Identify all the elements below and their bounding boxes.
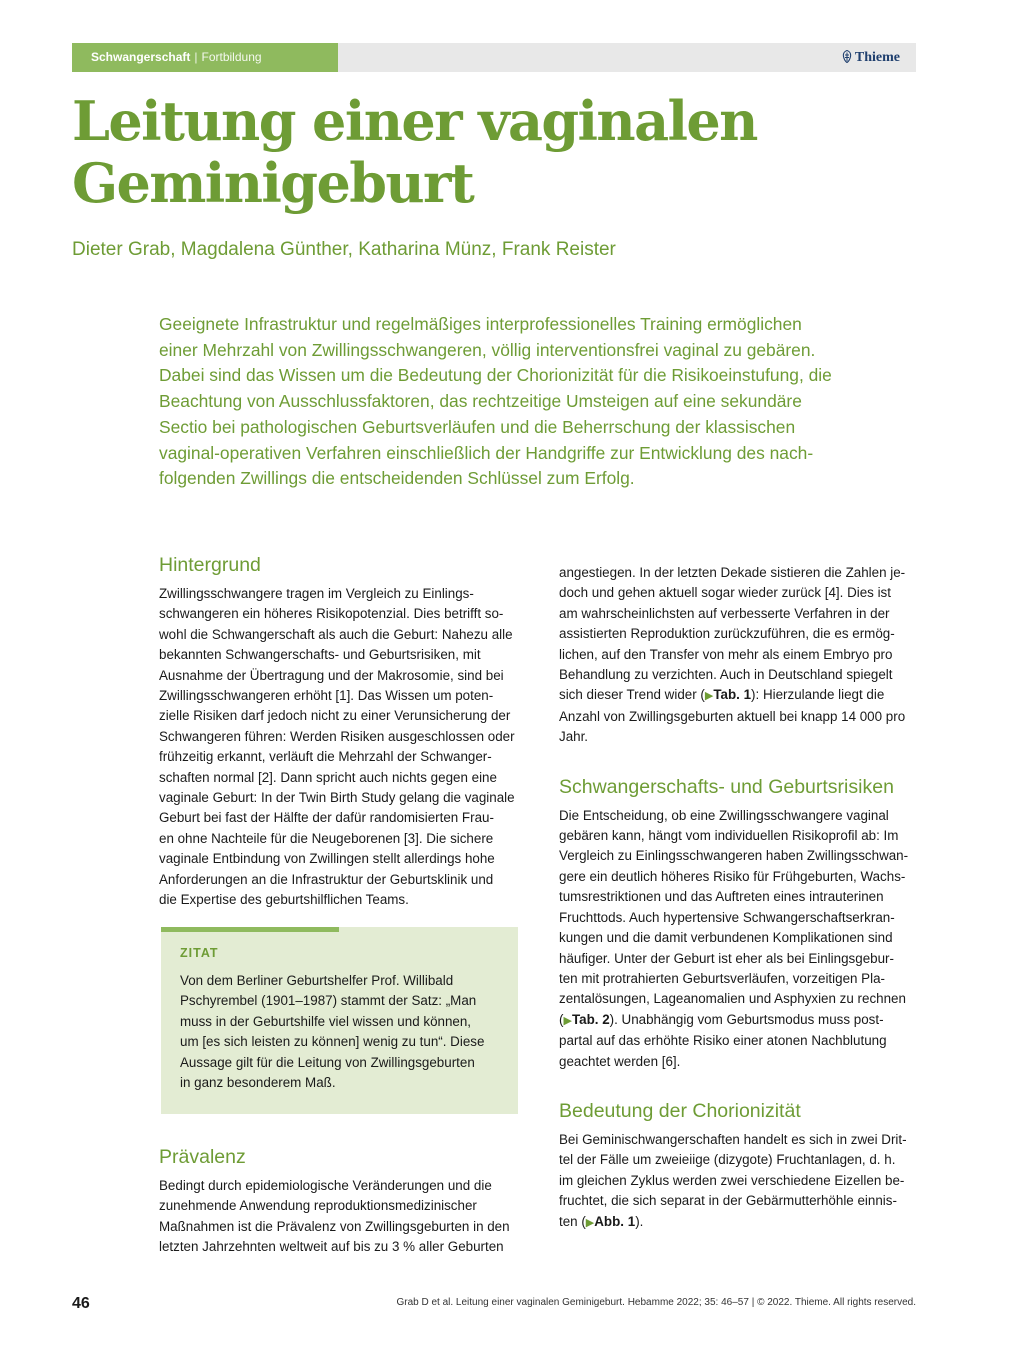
text-line: Ausnahme der Übertragung und der Makrosomie, sind bei xyxy=(159,667,504,683)
abstract-line: einer Mehrzahl von Zwillingsschwangeren, völlig interventionsfrei vaginal zu gebären. xyxy=(159,339,816,360)
thieme-emblem-icon xyxy=(842,50,852,63)
text-line: zentalösungen, Lageanomalien und Asphyxien zu rechnen xyxy=(559,991,906,1007)
text-line: Die Entscheidung, ob eine Zwillingsschwangere vaginal xyxy=(559,807,889,823)
text-line: Vergleich zu Einlingsschwangeren haben Zwillingsschwan- xyxy=(559,848,909,864)
abstract-line: vaginal-operativen Verfahren einschließlich der Handgriffe zur Entwicklung des nach- xyxy=(159,442,814,463)
text-line: frühzeitig erkannt, verläuft die Mehrzahl der Schwanger- xyxy=(159,749,492,765)
reference-arrow-icon: ▶ xyxy=(585,1216,595,1229)
text-fragment: ( xyxy=(559,1011,564,1027)
section-heading-hintergrund: Hintergrund xyxy=(159,554,261,576)
text-line: angestiegen. In der letzten Dekade sistieren die Zahlen je- xyxy=(559,565,906,580)
text-fragment: ). xyxy=(635,1213,644,1229)
quote-label: ZITAT xyxy=(180,946,219,960)
paragraph-chorion xyxy=(559,1130,917,1233)
text-line: Von dem Berliner Geburtshelfer Prof. Willibald xyxy=(180,973,454,988)
quote-accent-bar xyxy=(161,927,339,932)
text-line: ten mit protrahierten Geburtsverläufen, vorzeitigen Pla- xyxy=(559,970,885,986)
text-line: Behandlung zu verzichten. Auch in Deutschland spiegelt xyxy=(559,667,893,683)
text-line: Zwillingsschwangere tragen im Vergleich zu Einlings- xyxy=(159,586,474,601)
text-line: doch und gehen aktuell sogar wieder zurück [4]. Dies ist xyxy=(559,585,891,601)
text-line: häufiger. Unter der Geburt ist eher als bei Einlingsgebur- xyxy=(559,950,894,966)
text-line: bekannten Schwangerschafts- und Geburtsrisiken, mit xyxy=(159,647,481,663)
text-fragment: ). Unabhängig vom Geburtsmodus muss post- xyxy=(609,1011,884,1027)
text-line: Bedingt durch epidemiologische Veränderungen und die xyxy=(159,1178,492,1193)
right-column xyxy=(559,563,917,1233)
text-line: fruchtet, die sich separat in der Gebärmutterhöhle einnis- xyxy=(559,1193,897,1209)
table-1-reference-link[interactable]: Tab. 1 xyxy=(713,687,752,703)
reference-arrow-icon: ▶ xyxy=(704,690,714,703)
text-line: vaginale Geburt: In der Twin Birth Study gelang die vaginale xyxy=(159,790,515,806)
page-number: 46 xyxy=(72,1295,90,1312)
section-heading-risiken: Schwangerschafts- und Geburtsrisiken xyxy=(559,775,894,798)
text-line: muss in der Geburtshilfe viel wissen und können, xyxy=(180,1013,472,1029)
abstract-line: Sectio bei pathologischen Geburtsverläufen und die Beherrschung der klassischen xyxy=(159,416,796,437)
table-2-reference-link[interactable]: Tab. 2 xyxy=(571,1011,610,1027)
text-line: Geburt bei fast der Hälfte der dafür randomisierten Frau- xyxy=(159,810,494,826)
text-line: zunehmende Anwendung reproduktionsmedizinischer xyxy=(159,1198,477,1214)
text-fragment: ten ( xyxy=(559,1213,586,1229)
paragraph-praevalenz xyxy=(159,1176,519,1258)
article-authors: Dieter Grab, Magdalena Günther, Katharina Münz, Frank Reister xyxy=(72,239,616,260)
abstract-line: Beachtung von Ausschlussfaktoren, das rechtzeitige Umsteigen auf eine sekundäre xyxy=(159,391,802,412)
title-line: Geminigeburt xyxy=(72,151,474,215)
text-line: tel der Fälle um zweieiige (dizygote) Fruchtanlagen, d. h. xyxy=(559,1152,896,1168)
text-line: Zwillingsschwangeren erhöht [1]. Das Wissen um poten- xyxy=(159,688,494,704)
text-line: wohl die Schwangerschaft als auch die Geburt: Nahezu alle xyxy=(159,626,513,642)
text-line: Maßnahmen ist die Prävalenz von Zwillingsgeburten in den xyxy=(159,1218,510,1234)
text-line: Schwangeren führen: Werden Risiken ausgeschlossen oder xyxy=(159,728,515,744)
section-tag xyxy=(72,43,338,72)
figure-1-reference-link[interactable]: Abb. 1 xyxy=(594,1213,636,1229)
quote-text xyxy=(180,971,498,1093)
text-line: im gleichen Zyklus werden zwei verschiedene Eizellen be- xyxy=(559,1172,905,1188)
text-line: schwangeren ein höheres Risikopotenzial. Dies betrifft so- xyxy=(159,606,504,622)
text-line: assistierten Reproduktion zurückzuführen, die es ermög- xyxy=(559,626,895,642)
text-line: letzten Jahrzehnten weltweit auf bis zu 3 % aller Geburten xyxy=(159,1239,504,1255)
reference-arrow-icon: ▶ xyxy=(563,1014,572,1027)
text-line: am wahrscheinlichsten auf verbesserte Verfahren in der xyxy=(559,605,890,621)
text-line: gebären kann, hängt vom individuellen Risikoprofil ab: Im xyxy=(559,828,899,844)
text-line: die Expertise des geburtshilflichen Teams. xyxy=(159,892,409,908)
text-line: lichen, auf den Transfer von mehr als einem Embryo pro xyxy=(559,646,893,662)
logo-text: Thieme xyxy=(854,50,900,65)
text-line: tumsrestriktionen und das Auftreten eines intrauterinen xyxy=(559,889,884,905)
text-line: partal auf das erhöhte Risiko einer atonen Nachblutung xyxy=(559,1033,887,1049)
text-line: geachtet werden [6]. xyxy=(559,1053,681,1069)
paragraph-praevalenz-continued xyxy=(559,563,917,748)
header-bar xyxy=(72,43,916,72)
paragraph-risiken xyxy=(559,806,917,1072)
text-line: Anforderungen an die Infrastruktur der Geburtsklinik und xyxy=(159,871,494,887)
text-line: zielle Risiken darf jedoch nicht zu einer Verunsicherung der xyxy=(159,708,511,724)
text-line: Anzahl von Zwillingsgeburten aktuell bei knapp 14 000 pro xyxy=(559,708,906,724)
footer-citation: Grab D et al. Leitung einer vaginalen Geminigeburt. Hebamme 2022; 35: 46–57 | © 2022. Thieme. All rights reserved. xyxy=(396,1297,916,1308)
paragraph-hintergrund xyxy=(159,584,519,911)
abstract-line: Dabei sind das Wissen um die Bedeutung der Chorionizität für die Risikoeinstufung, die xyxy=(159,365,832,386)
title-line: Leitung einer vaginalen xyxy=(72,89,757,153)
text-line: Bei Geminischwangerschaften handelt es sich in zwei Drit- xyxy=(559,1131,907,1147)
category-separator: | xyxy=(194,50,198,64)
text-line: Aussage gilt für die Leitung von Zwillingsgeburten xyxy=(180,1054,475,1070)
text-fragment: sich dieser Trend wider ( xyxy=(559,687,705,703)
category-label: Schwangerschaft xyxy=(91,50,191,64)
text-line: in ganz besonderem Maß. xyxy=(180,1075,336,1091)
text-line: kungen und die damit verbundenen Komplikationen sind xyxy=(559,930,893,946)
left-column xyxy=(159,552,519,911)
text-line: Jahr. xyxy=(559,729,589,745)
text-line: schaften normal [2]. Dann spricht auch nichts gegen eine xyxy=(159,769,497,785)
subcategory-label: Fortbildung xyxy=(201,50,262,64)
text-line: Fruchttods. Auch hypertensive Schwangerschaftserkran- xyxy=(559,909,895,925)
abstract-line: folgenden Zwillings die entscheidenden Schlüssel zum Erfolg. xyxy=(159,468,635,489)
section-heading-chorion: Bedeutung der Chorionizität xyxy=(559,1099,801,1122)
text-line: Pschyrembel (1901–1987) stammt der Satz: „Man xyxy=(180,993,477,1009)
text-line: um [es sich leisten zu können] wenig zu tun“. Diese xyxy=(180,1034,485,1050)
text-line: gere ein deutlich höheres Risiko für Frühgeburten, Wachs- xyxy=(559,868,906,884)
publisher-logo xyxy=(842,43,900,72)
praevalenz-section xyxy=(159,1144,519,1258)
article-title xyxy=(72,90,932,214)
section-heading-praevalenz: Prävalenz xyxy=(159,1146,246,1168)
text-line: vaginale Entbindung von Zwillingen stellt allerdings hohe xyxy=(159,851,495,867)
text-line: en ohne Nachteile für die Neugeborenen [3]. Die sichere xyxy=(159,830,494,846)
abstract-line: Geeignete Infrastruktur und regelmäßiges interprofessionelles Training ermöglichen xyxy=(159,314,802,334)
quote-box xyxy=(161,927,518,1114)
abstract xyxy=(159,312,889,492)
text-fragment: ): Hierzulande liegt die xyxy=(751,687,885,703)
